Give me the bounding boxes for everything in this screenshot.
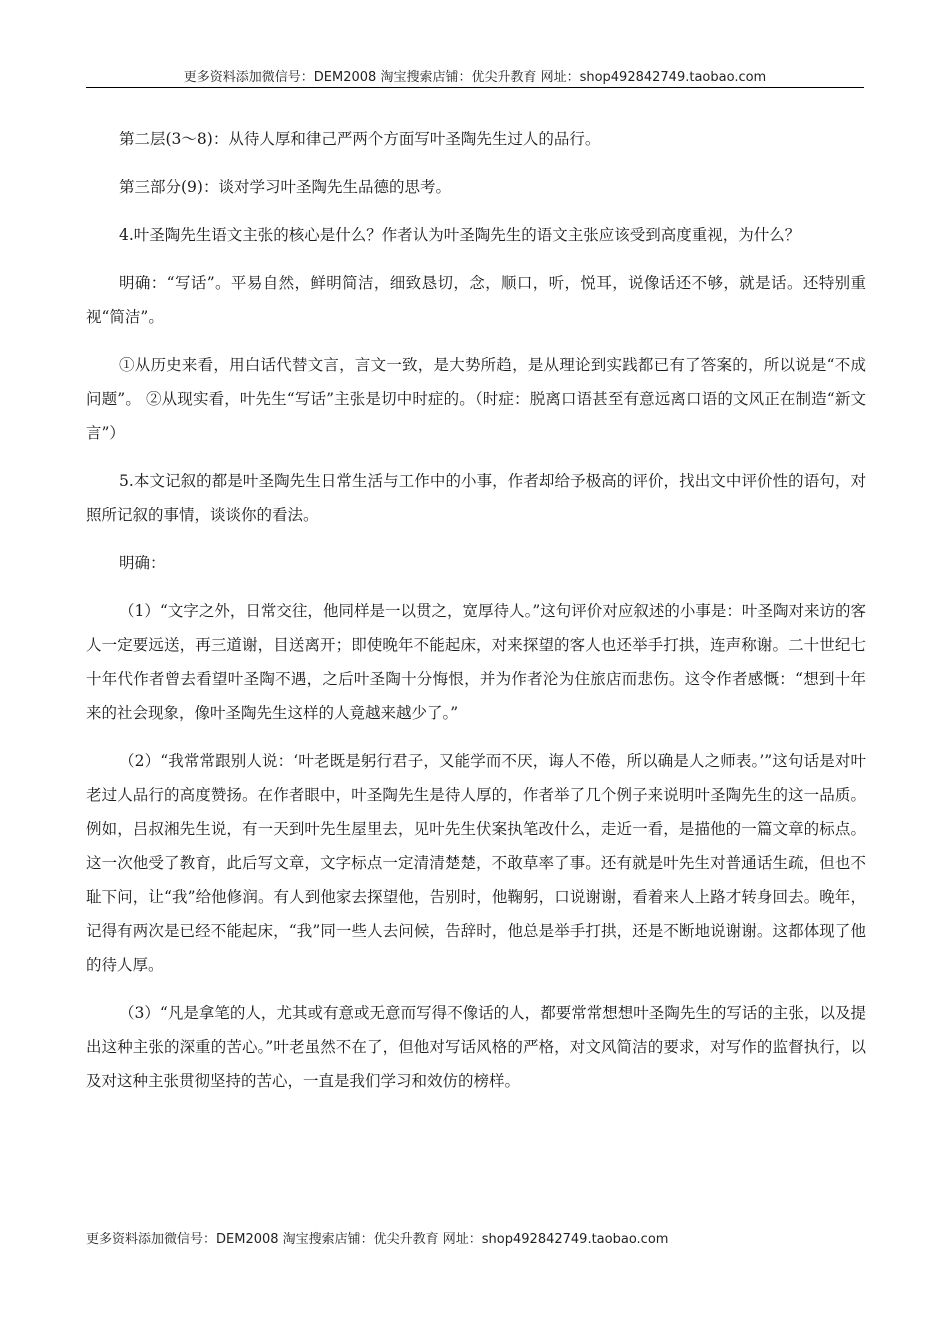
paragraph-layer-two: 第二层(3～8)：从待人厚和律己严两个方面写叶圣陶先生过人的品行。 [119, 130, 601, 148]
question-4: 4.叶圣陶先生语文主张的核心是什么？作者认为叶圣陶先生的语文主张应该受到高度重视，为什么？ [119, 226, 801, 244]
page-footer: 更多资料添加微信号：DEM2008 淘宝搜索店铺：优尖升教育 网址：shop492842749.taobao.com [86, 1232, 669, 1247]
answer-5-point-2: （2）“我常常跟别人说：‘叶老既是躬行君子，又能学而不厌，诲人不倦，所以确是人之师表。’”这句话是对叶老过人品行的高度赞扬。在作者眼中，叶圣陶先生是待人厚的，作者举了几个例子来说明叶圣陶先生的这一品质。例如，吕叔湘先生说，有一天到叶先生屋里去，见叶先生伏案执笔改什么，走近一看，是描他的一篇文章的标点。这一次他受了教育，此后写文章，文字标点一定清清楚楚，不敢草率了事。还有就是叶先生对普通话生疏，但也不耻下问，让“我”给他修润。有人到他家去探望他，告别时，他鞠躬，口说谢谢，看着来人上路才转身回去。晚年，记得有两次是已经不能起床，“我”同一些人去问候，告辞时，他总是举手打拱，还是不断地说谢谢。这都体现了他的待人厚。 [86, 752, 866, 974]
paragraph-part-three: 第三部分(9)：谈对学习叶圣陶先生品德的思考。 [119, 178, 451, 196]
answer-5-point-3: （3）“凡是拿笔的人，尤其或有意或无意而写得不像话的人，都要常常想想叶圣陶先生的写话的主张，以及提出这种主张的深重的苦心。”叶老虽然不在了，但他对写话风格的严格，对文风简洁的要求，对写作的监督执行，以及对这种主张贯彻坚持的苦心，一直是我们学习和效仿的榜样。 [86, 1004, 866, 1090]
header-divider [86, 87, 864, 88]
question-5: 5.本文记叙的都是叶圣陶先生日常生活与工作中的小事，作者却给予极高的评价，找出文中评价性的语句，对照所记叙的事情，谈谈你的看法。 [86, 472, 866, 524]
answer-5-label: 明确： [119, 554, 166, 572]
answer-4-main: 明确：“写话”。平易自然，鲜明简洁，细致恳切，念，顺口，听，悦耳，说像话还不够，就是话。还特别重视“简洁”。 [86, 274, 866, 326]
page-header: 更多资料添加微信号：DEM2008 淘宝搜索店铺：优尖升教育 网址：shop492842749.taobao.com [183, 70, 767, 85]
document-body [86, 122, 866, 1112]
answer-5-point-1: （1）“文字之外，日常交往，他同样是一以贯之，宽厚待人。”这句评价对应叙述的小事是：叶圣陶对来访的客人一定要远送，再三道谢，目送离开；即使晚年不能起床，对来探望的客人也还举手打拱，连声称谢。二十世纪七十年代作者曾去看望叶圣陶不遇，之后叶圣陶十分悔恨，并为作者沦为住旅店而悲伤。这令作者感慨：“想到十年来的社会现象，像叶圣陶先生这样的人竟越来越少了。” [86, 602, 866, 722]
answer-4-reasons: ①从历史来看，用白话代替文言，言文一致，是大势所趋，是从理论到实践都已有了答案的，所以说是“不成问题”。 ②从现实看，叶先生“写话”主张是切中时症的。（时症：脱离口语甚至有意远离口语的文风正在制造“新文言”） [86, 356, 866, 442]
